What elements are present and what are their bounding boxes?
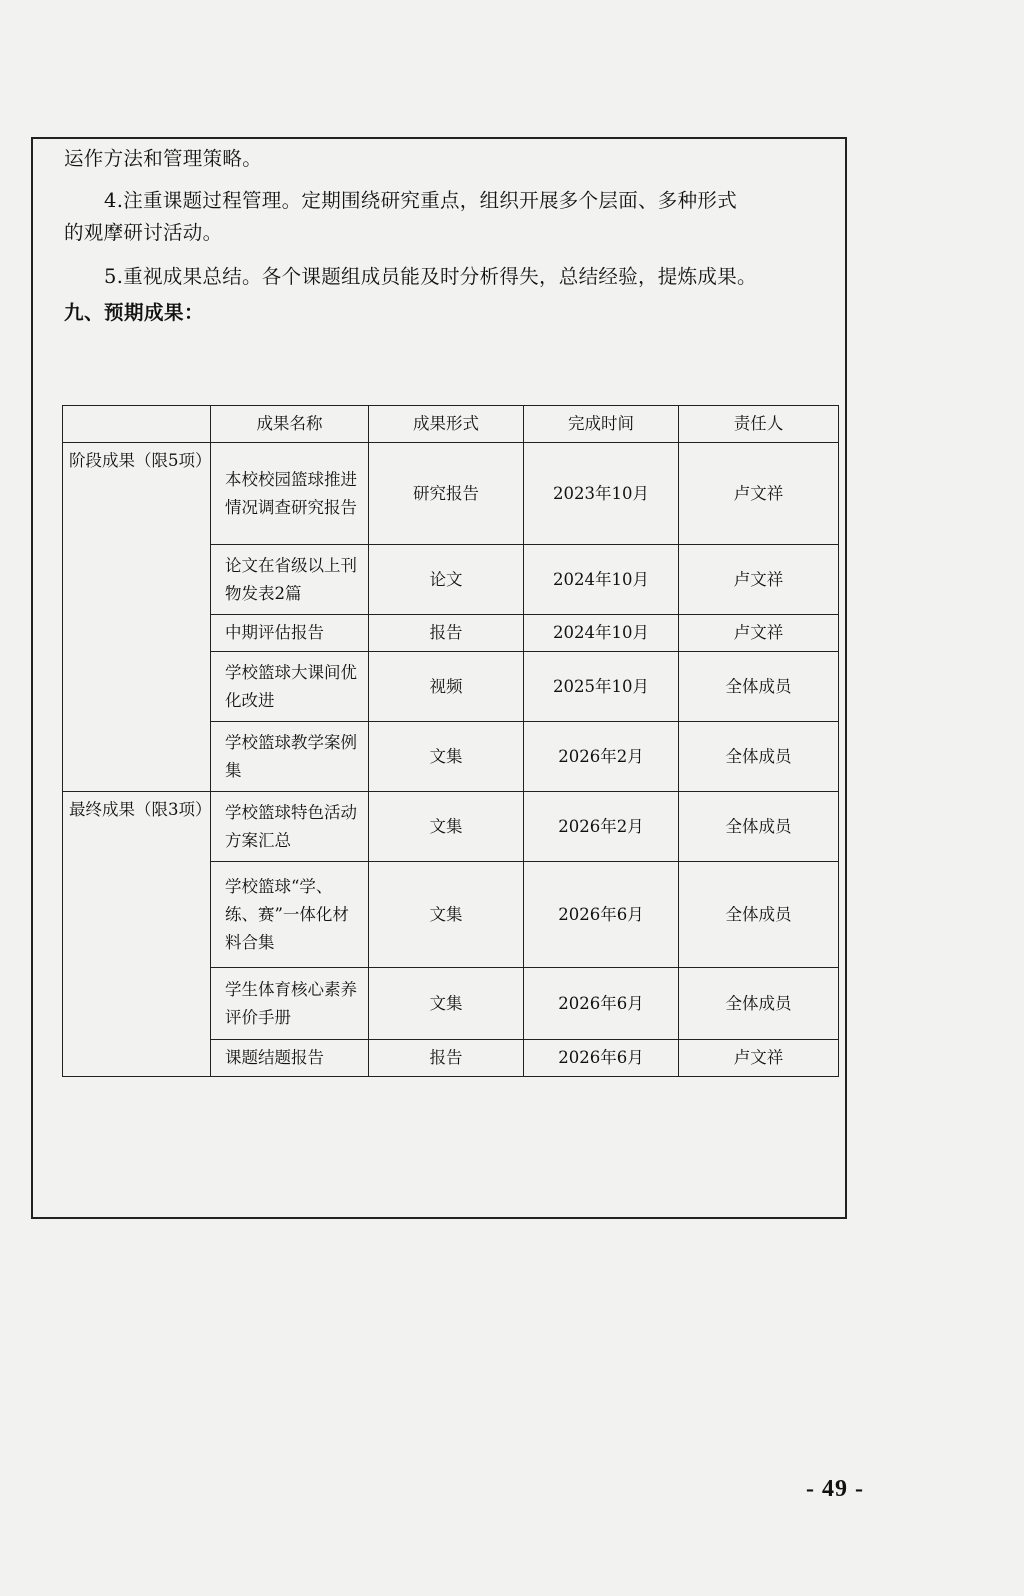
group-label-stage: 阶段成果（限5项） — [63, 443, 211, 792]
result-owner: 卢文祥 — [679, 545, 839, 615]
result-name: 本校校园篮球推进情况调查研究报告 — [211, 443, 369, 545]
result-time: 2026年6月 — [524, 1040, 679, 1077]
header-cell-empty — [63, 406, 211, 443]
result-form: 研究报告 — [369, 443, 524, 545]
result-owner: 全体成员 — [679, 792, 839, 862]
result-time: 2024年10月 — [524, 545, 679, 615]
result-time: 2026年6月 — [524, 968, 679, 1040]
result-form: 文集 — [369, 968, 524, 1040]
result-form: 视频 — [369, 652, 524, 722]
result-owner: 全体成员 — [679, 722, 839, 792]
result-name: 学校篮球“学、练、赛”一体化材料合集 — [211, 862, 369, 968]
page-number: - 49 - — [806, 1476, 864, 1502]
body-text-line-2: 4.注重课题过程管理。定期围绕研究重点，组织开展多个层面、多种形式 — [104, 189, 738, 212]
result-time: 2026年2月 — [524, 792, 679, 862]
header-cell-name: 成果名称 — [211, 406, 369, 443]
table-row — [63, 443, 839, 545]
result-name: 中期评估报告 — [211, 615, 369, 652]
result-time: 2023年10月 — [524, 443, 679, 545]
result-owner: 卢文祥 — [679, 443, 839, 545]
result-owner: 全体成员 — [679, 652, 839, 722]
result-time: 2025年10月 — [524, 652, 679, 722]
group-label-final: 最终成果（限3项） — [63, 792, 211, 1077]
result-form: 文集 — [369, 722, 524, 792]
header-cell-owner: 责任人 — [679, 406, 839, 443]
body-text-line-3: 的观摩研讨活动。 — [64, 221, 223, 244]
table-header-row — [63, 406, 839, 443]
result-owner: 卢文祥 — [679, 1040, 839, 1077]
result-form: 论文 — [369, 545, 524, 615]
result-owner: 全体成员 — [679, 968, 839, 1040]
header-cell-time: 完成时间 — [524, 406, 679, 443]
result-owner: 全体成员 — [679, 862, 839, 968]
result-name: 学校篮球大课间优化改进 — [211, 652, 369, 722]
result-name: 学校篮球教学案例集 — [211, 722, 369, 792]
result-form: 报告 — [369, 615, 524, 652]
result-name: 论文在省级以上刊物发表2篇 — [211, 545, 369, 615]
result-name: 课题结题报告 — [211, 1040, 369, 1077]
body-text-line-1: 运作方法和管理策略。 — [64, 147, 263, 170]
result-time: 2026年6月 — [524, 862, 679, 968]
result-time: 2024年10月 — [524, 615, 679, 652]
result-name: 学校篮球特色活动方案汇总 — [211, 792, 369, 862]
result-form: 报告 — [369, 1040, 524, 1077]
result-owner: 卢文祥 — [679, 615, 839, 652]
header-cell-form: 成果形式 — [369, 406, 524, 443]
expected-results-table — [62, 405, 839, 1077]
section-heading: 九、预期成果： — [64, 301, 205, 324]
result-form: 文集 — [369, 792, 524, 862]
result-name: 学生体育核心素养评价手册 — [211, 968, 369, 1040]
table-row — [63, 792, 839, 862]
body-text-line-4: 5.重视成果总结。各个课题组成员能及时分析得失，总结经验，提炼成果。 — [104, 265, 757, 288]
result-form: 文集 — [369, 862, 524, 968]
result-time: 2026年2月 — [524, 722, 679, 792]
